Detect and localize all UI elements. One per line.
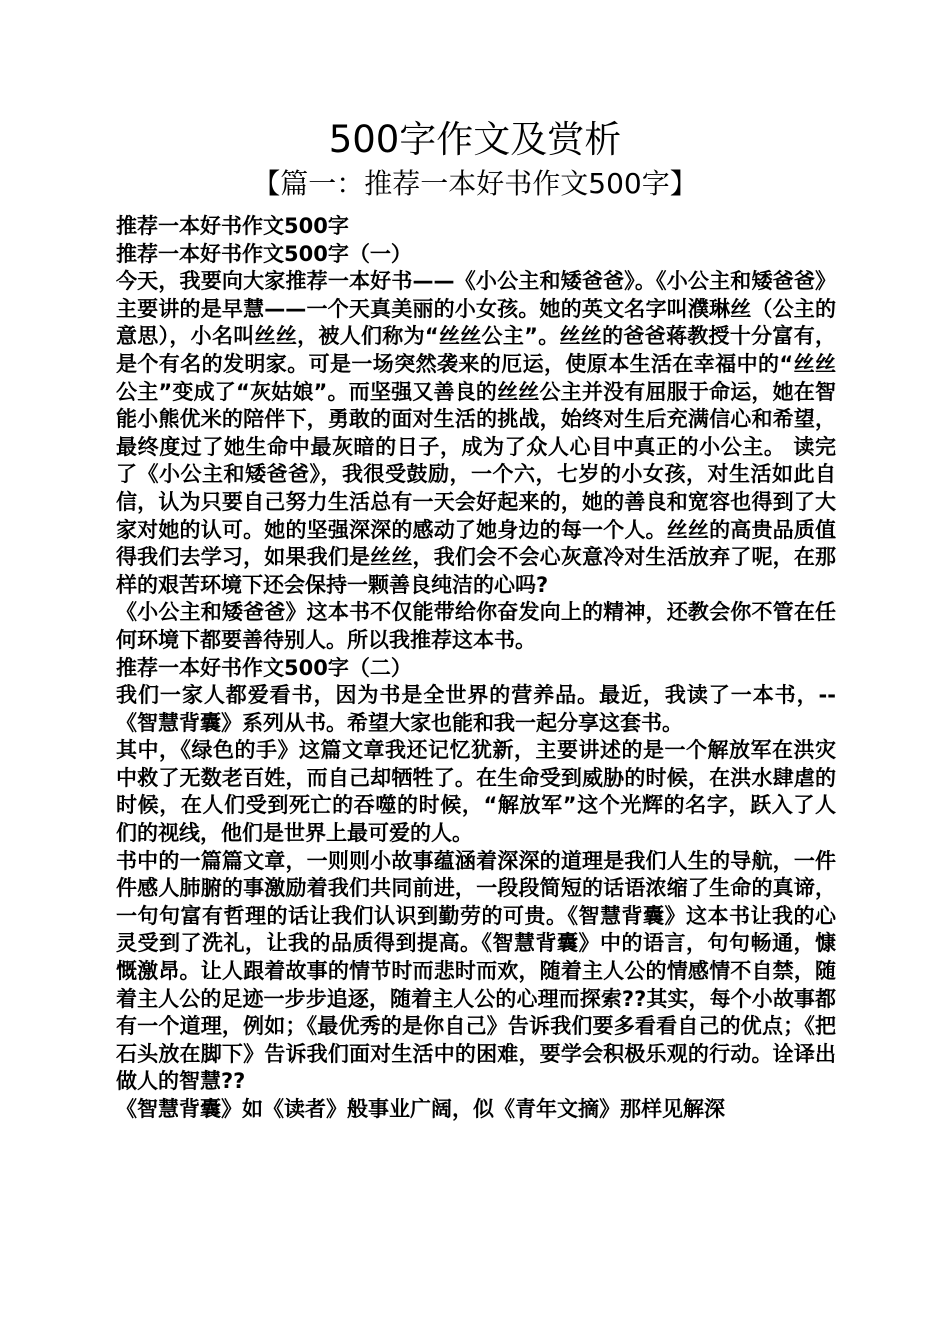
paragraph: 书中的一篇篇文章，一则则小故事蕴涵着深深的道理是我们人生的导航，一件件感人肺腑的事激励着我们共同前进，一段段简短的话语浓缩了生命的真谛，一句句富有哲理的话让我们认识到勤劳的可贵。《智慧背囊》这本书让我的心灵受到了洗礼，让我的品质得到提高。《智慧背囊》中的语言，句句畅通，慷慨激昂。让人跟着故事的情节时而悲时而欢，随着主人公的情感情不自禁，随着主人公的足迹一步步追逐，随着主人公的心理而探索??其实，每个小故事都有一个道理，例如；《最优秀的是你自己》告诉我们要多看看自己的优点；《把石头放在脚下》告诉我们面对生活中的困难，要学会积极乐观的行动。诠译出做人的智慧??: [116, 848, 836, 1094]
section-heading-two: 推荐一本好书作文500字（二）: [116, 655, 412, 680]
paragraph: 今天，我要向大家推荐一本好书——《小公主和矮爸爸》。《小公主和矮爸爸》主要讲的是早慧——一个天真美丽的小女孩。她的英文名字叫濮琳丝（公主的意思），小名叫丝丝，被人们称为“丝丝公主”。丝丝的爸爸蒋教授十分富有，是个有名的发明家。可是一场突然袭来的厄运，使原本生活在幸福中的“丝丝公主”变成了“灰姑娘”。而坚强又善良的丝丝公主并没有屈服于命运，她在智能小熊优米的陪伴下，勇敢的面对生活的挑战，始终对生后充满信心和希望，最终度过了她生命中最灰暗的日子，成为了众人心目中真正的小公主。 读完了《小公主和矮爸爸》，我很受鼓励，一个六，七岁的小女孩，对生活如此自信，认为只要自己努力生活总有一天会好起来的，她的善良和宽容也得到了大家对她的认可。她的坚强深深的感动了她身边的每一个人。丝丝的高贵品质值得我们去学习，如果我们是丝丝，我们会不会心灰意冷对生活放弃了呢，在那样的艰苦环境下还会保持一颗善良纯洁的心吗?: [116, 269, 836, 597]
paragraph: 其中，《绿色的手》这篇文章我还记忆犹新，主要讲述的是一个解放军在洪灾中救了无数老百姓，而自己却牺牲了。在生命受到威胁的时候，在洪水肆虐的时候，在人们受到死亡的吞噬的时候，“解放军”这个光辉的名字，跃入了人们的视线，他们是世界上最可爱的人。: [116, 738, 836, 846]
document-body: [116, 213, 836, 1124]
paragraph: 《智慧背囊》如《读者》般事业广阔，似《青年文摘》那样见解深: [116, 1097, 725, 1121]
title-block: [0, 115, 950, 203]
section-heading-one: 推荐一本好书作文500字（一）: [116, 241, 412, 266]
document-title: 500字作文及赏析: [328, 118, 622, 161]
paragraph: 我们一家人都爱看书，因为书是全世界的营养品。最近，我读了一本书，--《智慧背囊》系列从书。希望大家也能和我一起分享这套书。: [116, 683, 836, 735]
document-subtitle: 【篇一：推荐一本好书作文500字】: [252, 167, 698, 200]
paragraph: 《小公主和矮爸爸》这本书不仅能带给你奋发向上的精神，还教会你不管在任何环境下都要善待别人。所以我推荐这本书。: [116, 600, 836, 652]
essay-heading: 推荐一本好书作文500字: [116, 214, 349, 238]
